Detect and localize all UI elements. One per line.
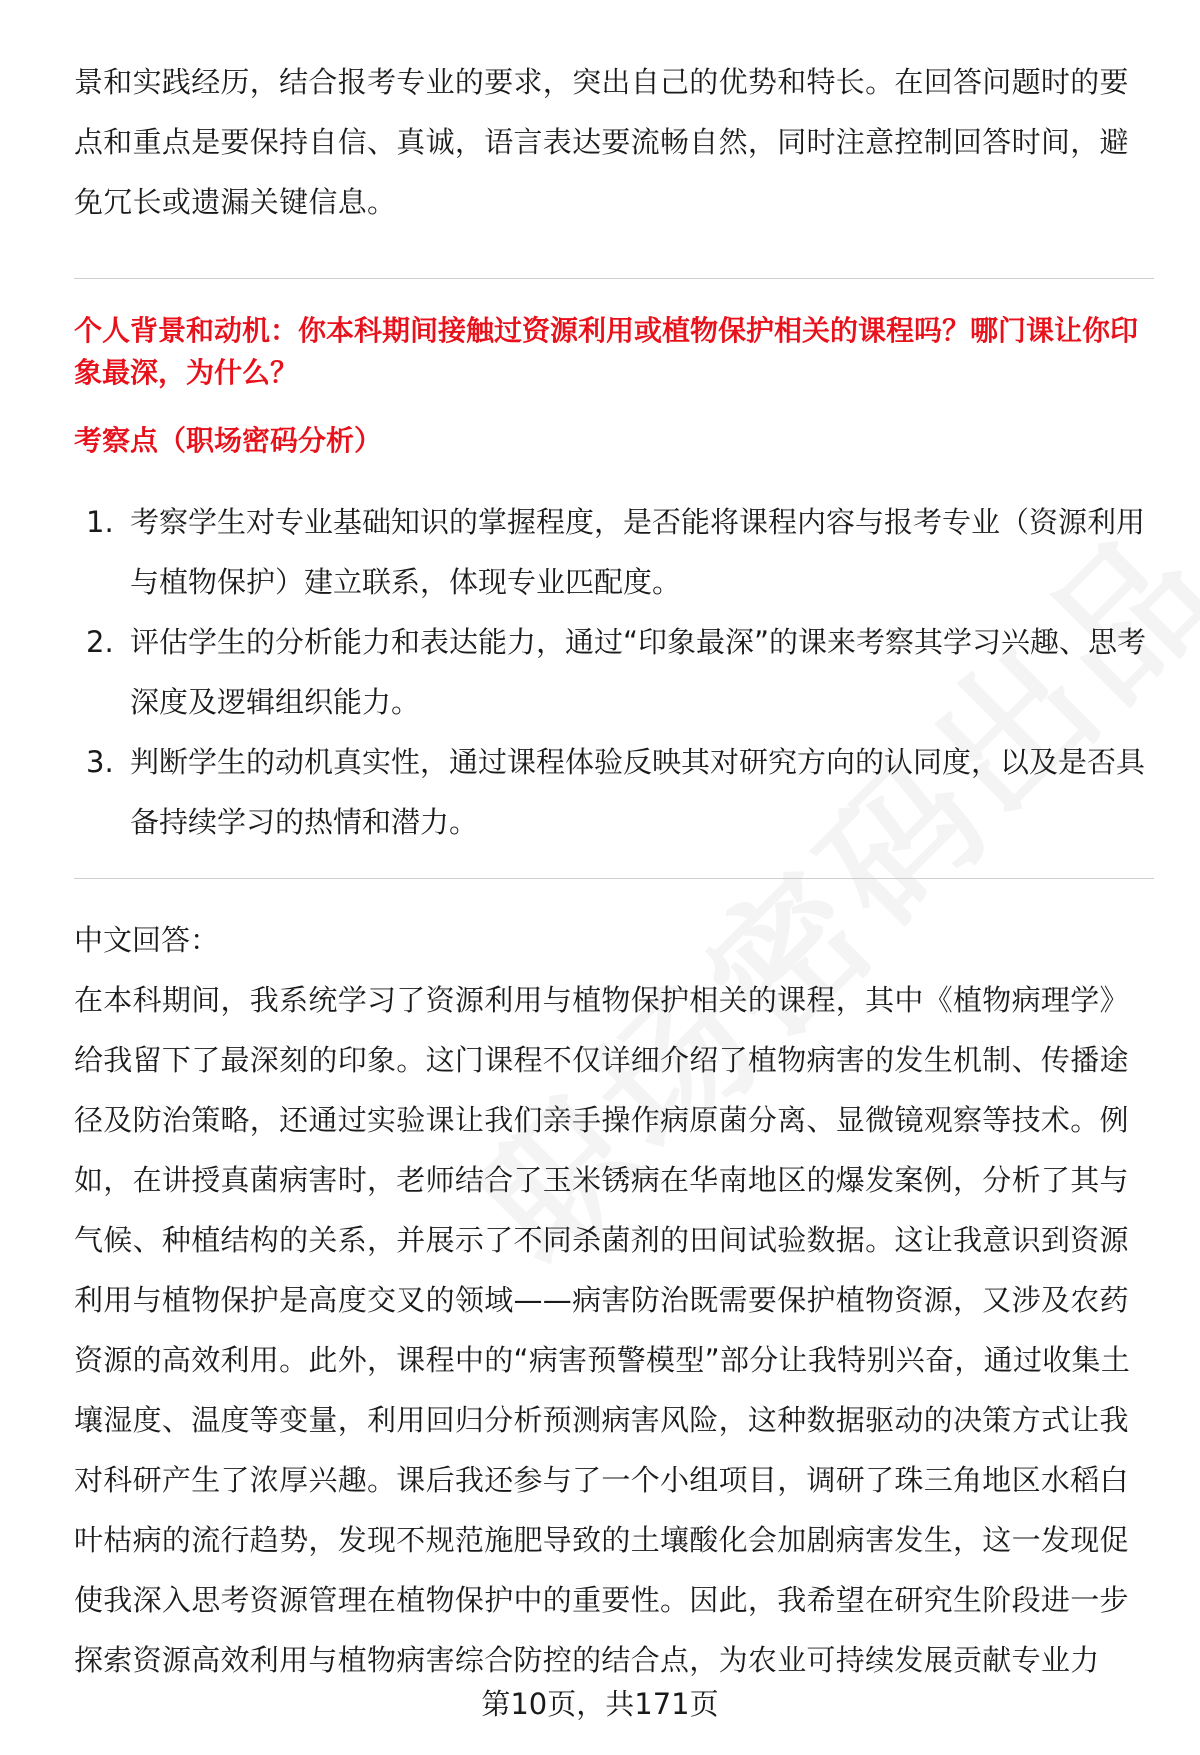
focus-point [74,612,1154,732]
answer-label: 中文回答： [74,923,220,957]
answer-paragraph: 在本科期间，我系统学习了资源利用与植物保护相关的课程，其中《植物病理学》给我留下了最深刻的印象。这门课程不仅详细介绍了植物病害的发生机制、传播途径及防治策略，还通过实验课让我们亲手操作病原菌分离、显微镜观察等技术。例如，在讲授真菌病害时，老师结合了玉米锈病在华南地区的爆发案例，分析了其与气候、种植结构的关系，并展示了不同杀菌剂的田间试验数据。这让我意识到资源利用与植物保护是高度交叉的领域——病害防治既需要保护植物资源，又涉及农药资源的高效利用。此外，课程中的“病害预警模型”部分让我特别兴奋，通过收集土壤湿度、温度等变量，利用回归分析预测病害风险，这种数据驱动的决策方式让我对科研产生了浓厚兴趣。课后我还参与了一个小组项目，调研了珠三角地区水稻白叶枯病的流行趋势，发现不规范施肥导致的土壤酸化会加剧病害发生，这一发现促使我深入思考资源管理在植物保护中的重要性。因此，我希望在研究生阶段进一步探索资源高效利用与植物病害综合防控的结合点，为农业可持续发展贡献专业力 [74,983,1131,1677]
focus-point-number: 2. [86,625,114,659]
intro-paragraph: 景和实践经历，结合报考专业的要求，突出自己的优势和特长。在回答问题时的要点和重点是要保持自信、真诚，语言表达要流畅自然，同时注意控制回答时间，避免冗长或遗漏关键信息。 [74,65,1129,219]
focus-point-number: 1. [86,505,114,539]
focus-point [74,732,1154,852]
question-heading: 个人背景和动机：你本科期间接触过资源利用或植物保护相关的课程吗？哪门课让你印象最深，为什么？ [74,314,1139,389]
focus-point-text: 评估学生的分析能力和表达能力，通过“印象最深”的课来考察其学习兴趣、思考深度及逻辑组织能力。 [130,625,1147,719]
focus-point-text: 考察学生对专业基础知识的掌握程度，是否能将课程内容与报考专业（资源利用与植物保护）建立联系，体现专业匹配度。 [130,505,1146,599]
page-footer: 第10页，共171页 [481,1687,719,1721]
divider-top [74,278,1154,279]
focus-points-list [74,492,1154,852]
focus-point-text: 判断学生的动机真实性，通过课程体验反映其对研究方向的认同度，以及是否具备持续学习的热情和潜力。 [130,745,1146,839]
focus-point-number: 3. [86,745,114,779]
divider-bottom [74,878,1154,879]
focus-title: 考察点（职场密码分析） [74,424,383,457]
focus-point [74,492,1154,612]
